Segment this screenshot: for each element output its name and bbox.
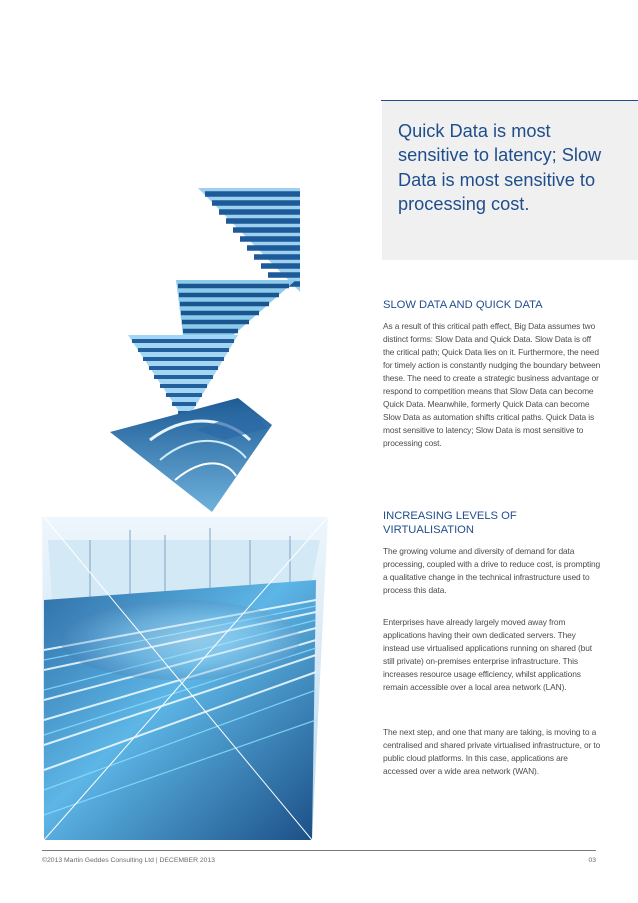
paragraph-slow-quick-data: As a result of this critical path effect, Big Data assumes two distinct forms: Slow Data and Quick Data. Slow Data is off the critical path; Quick Data lies on it. Furthermore, the need for timely action is constantly nudging the boundary between these. The need to create a strategic business advantage or respond to competition means that Slow Data can become Quick Data. Meanwhile, formerly Quick Data can become Slow Data as automation shifts critical paths. Quick Data is most sensitive to latency; Slow Data is most sensitive to processing cost. xyxy=(383,321,601,449)
footer-copyright: ©2013 Martin Geddes Consulting Ltd | DECEMBER 2013 xyxy=(42,857,216,864)
paragraph-virtualisation-1: The growing volume and diversity of demand for data processing, coupled with a drive to reduce cost, is prompting a qualitative change in the technical infrastructure used to process this data. xyxy=(383,546,601,596)
pull-quote: Quick Data is most sensitive to latency; Slow Data is most sensitive to processing cost. xyxy=(382,101,638,260)
page-number: 03 xyxy=(588,857,596,864)
section-title-virtualisation: INCREASING LEVELS OF VIRTUALISATION xyxy=(383,510,517,536)
section-title-slow-quick-data: SLOW DATA AND QUICK DATA xyxy=(383,299,543,311)
facade-fragment-top xyxy=(198,188,300,292)
paragraph-virtualisation-3: The next step, and one that many are taking, is moving to a centralised and shared private virtualised infrastructure, or to public cloud platforms. In this case, applications are accessed over a wide area network (WAN). xyxy=(383,727,601,777)
glass-diamond-fragment xyxy=(110,398,272,512)
paragraph-virtualisation-2: Enterprises have already largely moved away from applications having their own dedicated servers. They instead use virtualised applications running on shared (but still private) on-premises enterprise infrastructure. This increases resource usage efficiency, whilst applications remain accessible over a local area network (LAN). xyxy=(383,617,592,693)
footer-rule xyxy=(42,850,596,851)
light-trails-photo xyxy=(42,517,328,840)
